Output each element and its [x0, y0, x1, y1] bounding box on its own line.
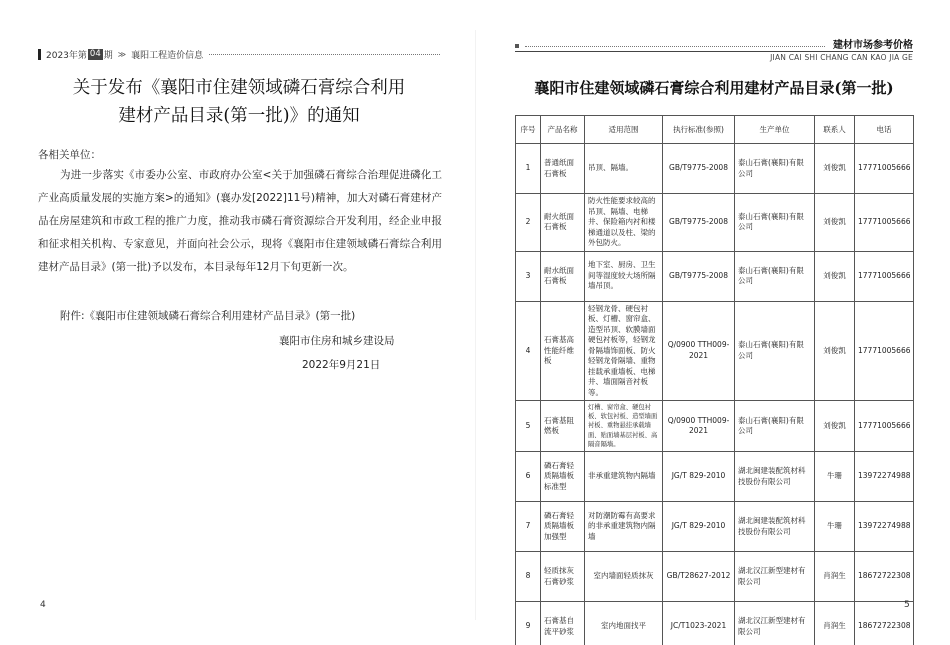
catalog-title: 襄阳市住建领域磷石膏综合利用建材产品目录(第一批) [534, 79, 894, 97]
cell-no: 5 [516, 401, 541, 452]
table-header-row [516, 116, 914, 144]
page-number-right: 5 [904, 600, 910, 610]
cell-scope: 地下室、厨房、卫生间等湿度较大场所隔墙吊顶。 [585, 251, 663, 301]
cell-no: 9 [516, 602, 541, 645]
cell-contact: 牛珊 [815, 502, 855, 552]
cell-scope: 吊顶、隔墙。 [585, 144, 663, 194]
cell-standard: Q/0900 TTH009-2021 [663, 401, 735, 452]
cell-maker: 泰山石膏(襄阳)有限公司 [735, 194, 815, 252]
notice-title-line2: 建材产品目录(第一批)》的通知 [118, 106, 360, 126]
cell-scope: 室内墙面轻质抹灰 [585, 552, 663, 602]
cell-scope: 室内地面找平 [585, 602, 663, 645]
cell-phone: 18672722308 [855, 552, 914, 602]
header-dotted-rule [209, 54, 440, 55]
cell-name: 磷石膏轻质隔墙板加强型 [541, 502, 585, 552]
cell-standard: GB/T9775-2008 [663, 144, 735, 194]
header-publication: 襄阳工程造价信息 [131, 50, 204, 61]
cell-contact: 肖润生 [815, 552, 855, 602]
notice-title-line1: 关于发布《襄阳市住建领域磷石膏综合利用 [72, 78, 406, 98]
header-year-prefix: 2023年第 [46, 50, 87, 61]
cell-maker: 湖北闽建装配筑材科技股份有限公司 [735, 452, 815, 502]
notice-title [38, 74, 440, 130]
cell-contact: 刘俊凯 [815, 301, 855, 401]
cell-phone: 17771005666 [855, 144, 914, 194]
cell-phone: 13972274988 [855, 452, 914, 502]
cell-standard: Q/0900 TTH009-2021 [663, 301, 735, 401]
cell-maker: 湖北闽建装配筑材科技股份有限公司 [735, 502, 815, 552]
cell-phone: 17771005666 [855, 251, 914, 301]
cell-name: 轻质抹灰石膏砂浆 [541, 552, 585, 602]
cell-standard: GB/T9775-2008 [663, 251, 735, 301]
cell-no: 2 [516, 194, 541, 252]
header-bar-mark [38, 49, 41, 60]
notice-body: 为进一步落实《市委办公室、市政府办公室<关于加强磷石膏综合治理促进磷化工产业高质量发展的实施方案>的通知》(襄办发[2022]11号)精神，加大对磷石膏建材产品在房屋建筑和市政工程的推广力度，推动我市磷石膏资源综合开发利用，经企业申报和征求相关机构、专家意见，并面向社会公示，现将《襄阳市住建领域磷石膏综合利用建材产品目录》(第一批)予以发布，本目录每年12月下旬更新一次。 [38, 169, 442, 273]
cell-phone: 17771005666 [855, 301, 914, 401]
header-dotted-rule [525, 46, 825, 47]
header-cell-scope: 适用范围 [585, 116, 663, 144]
header-cell-maker: 生产单位 [735, 116, 815, 144]
header-cell-phone: 电话 [855, 116, 914, 144]
cell-contact: 刘俊凯 [815, 194, 855, 252]
cell-contact: 肖润生 [815, 602, 855, 645]
cell-name: 耐火纸面石膏板 [541, 194, 585, 252]
cell-name: 耐水纸面石膏板 [541, 251, 585, 301]
header-square-mark [515, 44, 519, 48]
cell-name: 磷石膏轻质隔墙板标准型 [541, 452, 585, 502]
cell-no: 3 [516, 251, 541, 301]
cell-maker: 泰山石膏(襄阳)有限公司 [735, 301, 815, 401]
table-row [516, 452, 914, 502]
notice-signature-date: 2022年9月21日 [302, 359, 381, 371]
right-running-header [515, 35, 913, 51]
cell-no: 6 [516, 452, 541, 502]
cell-contact: 刘俊凯 [815, 251, 855, 301]
table-row [516, 301, 914, 401]
cell-maker: 泰山石膏(襄阳)有限公司 [735, 144, 815, 194]
catalog-table [515, 115, 914, 645]
cell-name: 石膏基高性能纤维板 [541, 301, 585, 401]
cell-scope: 灯槽、窗帘盒、硬包衬板、软包衬板、造型墙面衬板、重物悬挂承载墙面、贴面墙基层衬板、高隔音隔墙。 [585, 401, 663, 452]
table-row [516, 194, 914, 252]
header-rule [515, 51, 913, 52]
cell-standard: GB/T28627-2012 [663, 552, 735, 602]
header-cell-contact: 联系人 [815, 116, 855, 144]
cell-standard: JG/T 829-2010 [663, 452, 735, 502]
cell-scope: 对防潮防霉有高要求的非承重建筑物内隔墙 [585, 502, 663, 552]
table-row [516, 502, 914, 552]
header-cell-no: 序号 [516, 116, 541, 144]
cell-maker: 湖北汉江新型建材有限公司 [735, 602, 815, 645]
header-cell-name: 产品名称 [541, 116, 585, 144]
cell-standard: JG/T 829-2010 [663, 502, 735, 552]
header-cell-standard: 执行标准(参照) [663, 116, 735, 144]
cell-name: 石膏基自流平砂浆 [541, 602, 585, 645]
cell-contact: 刘俊凯 [815, 401, 855, 452]
cell-name: 普通纸面石膏板 [541, 144, 585, 194]
cell-scope: 非承重建筑物内隔墙 [585, 452, 663, 502]
table-row [516, 552, 914, 602]
notice-signature-org: 襄阳市住房和城乡建设局 [279, 335, 395, 347]
cell-contact: 牛珊 [815, 452, 855, 502]
cell-contact: 刘俊凯 [815, 144, 855, 194]
cell-scope: 轻钢龙骨、硬包衬板、灯槽、窗帘盒、造型吊顶、软膜墙面硬包衬板等，轻钢龙骨隔墙饰面板、防火轻钢龙骨隔墙、重物挂载承重墙板、电梯井、墙面隔音衬板等。 [585, 301, 663, 401]
cell-maker: 泰山石膏(襄阳)有限公司 [735, 251, 815, 301]
cell-name: 石膏基阻燃板 [541, 401, 585, 452]
cell-maker: 湖北汉江新型建材有限公司 [735, 552, 815, 602]
cell-phone: 13972274988 [855, 502, 914, 552]
header-section-pinyin: JIAN CAI SHI CHANG CAN KAO JIA GE [770, 53, 913, 62]
cell-no: 8 [516, 552, 541, 602]
cell-no: 7 [516, 502, 541, 552]
right-page [475, 0, 950, 645]
cell-phone: 17771005666 [855, 401, 914, 452]
header-arrows-icon: ≫ [117, 49, 127, 59]
header-year-suffix: 期 [103, 50, 113, 61]
cell-no: 1 [516, 144, 541, 194]
page-number-left: 4 [40, 600, 46, 610]
table-row [516, 251, 914, 301]
notice-greeting: 各相关单位： [38, 149, 101, 161]
cell-phone: 18672722308 [855, 602, 914, 645]
table-row [516, 401, 914, 452]
table-row [516, 144, 914, 194]
left-running-header [38, 47, 440, 61]
cell-standard: JC/T1023-2021 [663, 602, 735, 645]
notice-attachment: 附件:《襄阳市住建领域磷石膏综合利用建材产品目录》(第一批) [60, 310, 356, 322]
cell-no: 4 [516, 301, 541, 401]
header-section-name: 建材市场参考价格 [833, 40, 913, 51]
header-issue-badge: 04 [89, 48, 101, 59]
table-row [516, 602, 914, 645]
cell-scope: 防火性能要求较高的吊顶、隔墙、电梯井、保险箱内衬和楼梯通道以及柱、梁的外包防火。 [585, 194, 663, 252]
cell-standard: GB/T9775-2008 [663, 194, 735, 252]
cell-maker: 泰山石膏(襄阳)有限公司 [735, 401, 815, 452]
cell-phone: 17771005666 [855, 194, 914, 252]
